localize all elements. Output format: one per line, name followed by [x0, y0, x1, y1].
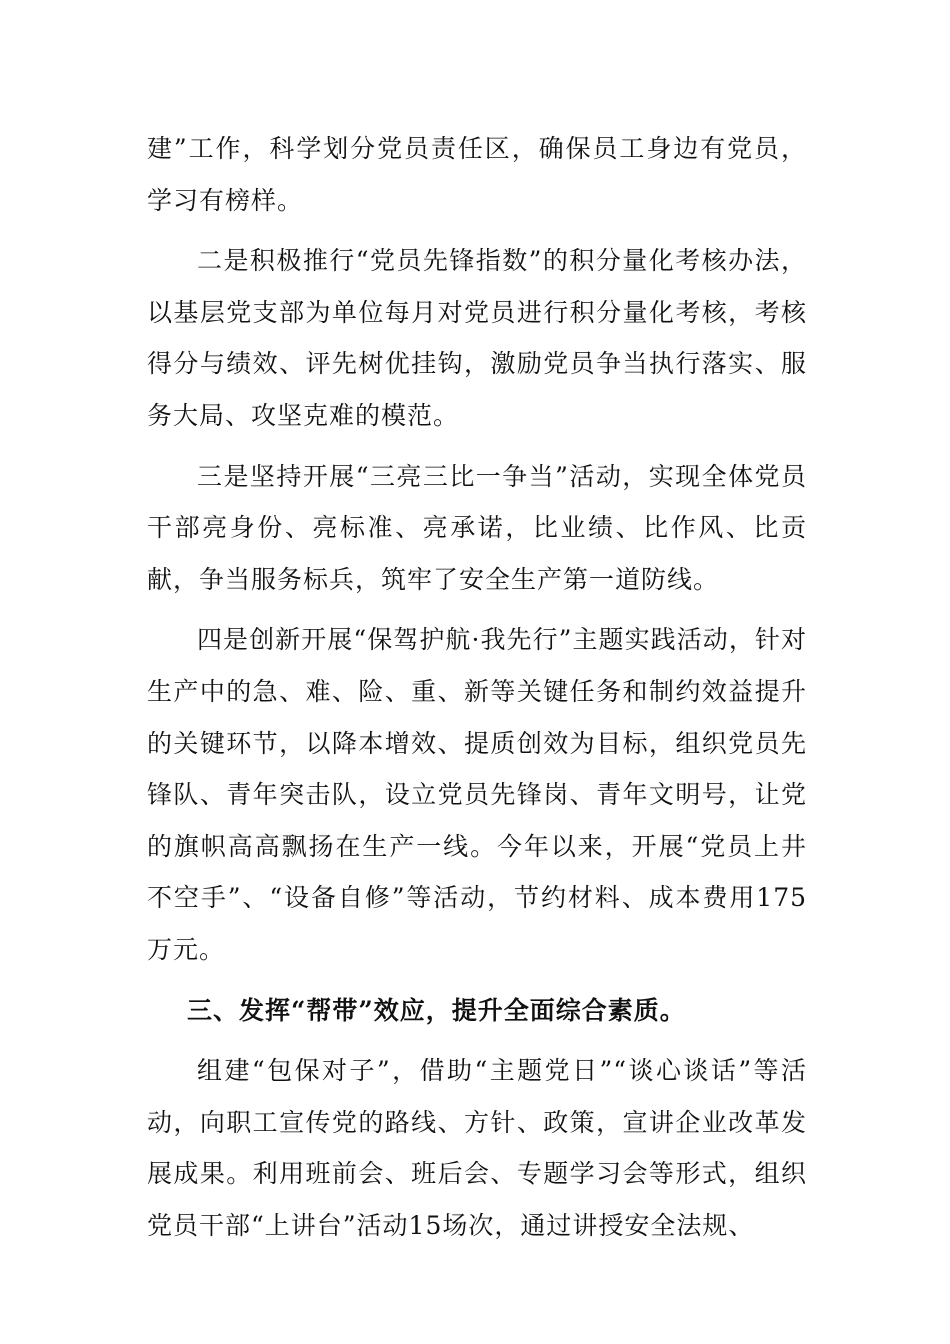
- paragraph-point-three: 三是坚持开展“三亮三比一争当”活动，实现全体党员干部亮身份、亮标准、亮承诺，比业绩、比作风、比贡献，争当服务标兵，筑牢了安全生产第一道防线。: [147, 461, 807, 594]
- paragraph-point-four: 四是创新开展“保驾护航·我先行”主题实践活动，针对生产中的急、难、险、重、新等关键任务和制约效益提升的关键环节，以降本增效、提质创效为目标，组织党员先锋队、青年突击队，设立党员先锋岗、青年文明号，让党的旗帜高高飘扬在生产一线。今年以来，开展“党员上井不空手”、“设备自修”等活动，节约材料、成本费用175万元。: [147, 625, 807, 964]
- section-heading: 三、发挥“帮带”效应，提升全面综合素质。: [187, 995, 686, 1025]
- paragraph-continuation: 建”工作，科学划分党员责任区，确保员工身边有党员，学习有榜样。: [147, 134, 807, 215]
- document-body: [147, 123, 807, 1260]
- paragraph-point-two: 二是积极推行“党员先锋指数”的积分量化考核办法，以基层党支部为单位每月对党员进行积分量化考核，考核得分与绩效、评先树优挂钩，激励党员争当执行落实、服务大局、攻坚克难的模范。: [147, 246, 807, 430]
- paragraph-section-body: 组建“包保对子”，借助“主题党日”“谈心谈话”等活动，向职工宣传党的路线、方针、政策，宣讲企业改革发展成果。利用班前会、班后会、专题学习会等形式，组织党员干部“上讲台”活动15场次，通过讲授安全法规、: [147, 1056, 807, 1240]
